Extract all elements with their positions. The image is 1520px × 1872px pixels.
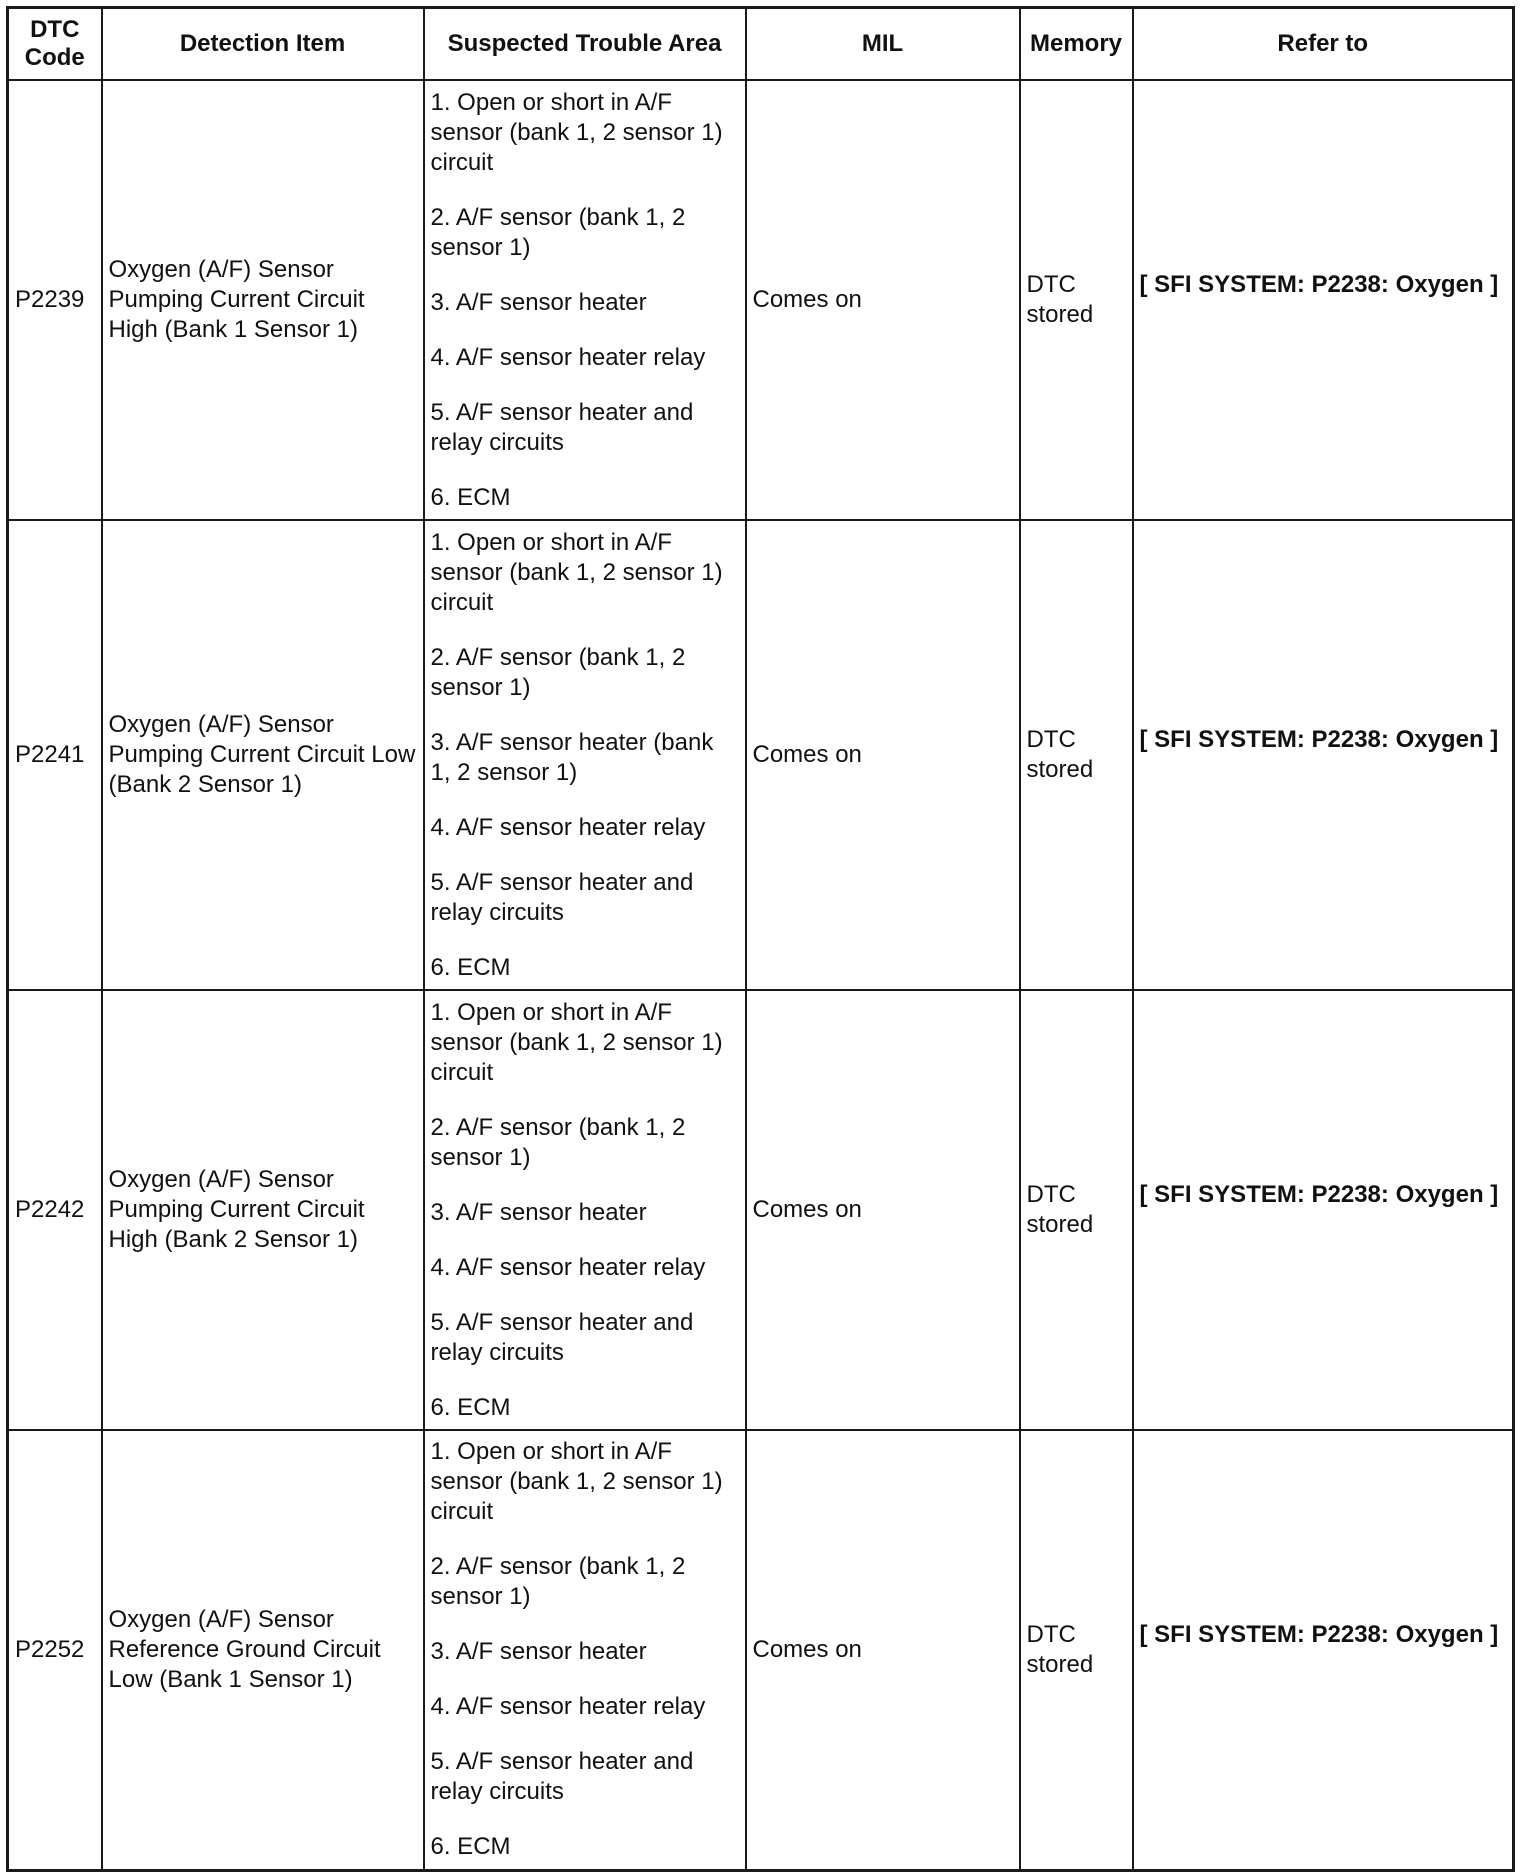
header-refer-to: Refer to bbox=[1133, 8, 1514, 81]
trouble-area-item: 5. A/F sensor heater and relay circuits bbox=[430, 1308, 694, 1366]
header-dtc-code: DTC Code bbox=[8, 8, 102, 81]
trouble-area-item: 2. A/F sensor (bank 1, 2 sensor 1) bbox=[430, 1113, 686, 1171]
trouble-area-item: 2. A/F sensor (bank 1, 2 sensor 1) bbox=[430, 1553, 686, 1611]
trouble-area-list bbox=[431, 1437, 739, 1862]
dtc-code-cell: P2242 bbox=[8, 990, 102, 1430]
trouble-area-item: 3. A/F sensor heater bbox=[430, 288, 647, 316]
table-row bbox=[8, 990, 1514, 1430]
trouble-area-item: 6. ECM bbox=[430, 483, 511, 511]
detection-item-cell: Oxygen (A/F) Sensor Pumping Current Circuit High (Bank 1 Sensor 1) bbox=[102, 80, 424, 520]
memory-cell: DTC stored bbox=[1020, 990, 1133, 1430]
trouble-area-list bbox=[431, 998, 739, 1423]
memory-cell: DTC stored bbox=[1020, 80, 1133, 520]
mil-cell: Comes on bbox=[746, 990, 1020, 1430]
detection-item-cell: Oxygen (A/F) Sensor Pumping Current Circuit Low (Bank 2 Sensor 1) bbox=[102, 520, 424, 990]
trouble-area-item: 5. A/F sensor heater and relay circuits bbox=[430, 398, 694, 456]
refer-to-cell bbox=[1133, 990, 1514, 1430]
trouble-area-item: 4. A/F sensor heater relay bbox=[430, 1253, 706, 1281]
dtc-code-cell: P2239 bbox=[8, 80, 102, 520]
trouble-area-item: 1. Open or short in A/F sensor (bank 1, 2 sensor 1) circuit bbox=[430, 88, 723, 176]
refer-to-cell bbox=[1133, 520, 1514, 990]
table-row bbox=[8, 80, 1514, 520]
trouble-area-item: 1. Open or short in A/F sensor (bank 1, 2 sensor 1) circuit bbox=[430, 528, 723, 616]
memory-cell: DTC stored bbox=[1020, 1430, 1133, 1870]
header-memory: Memory bbox=[1020, 8, 1133, 81]
trouble-area-item: 3. A/F sensor heater bbox=[430, 1638, 647, 1666]
suspected-trouble-area-cell bbox=[424, 520, 746, 990]
table-row bbox=[8, 1430, 1514, 1870]
refer-to-cell bbox=[1133, 1430, 1514, 1870]
trouble-area-item: 5. A/F sensor heater and relay circuits bbox=[430, 868, 694, 926]
refer-to-link[interactable]: [ SFI SYSTEM: P2238: Oxygen ] bbox=[1139, 271, 1499, 298]
suspected-trouble-area-cell bbox=[424, 990, 746, 1430]
trouble-area-item: 4. A/F sensor heater relay bbox=[430, 343, 706, 371]
mil-cell: Comes on bbox=[746, 1430, 1020, 1870]
refer-to-link[interactable]: [ SFI SYSTEM: P2238: Oxygen ] bbox=[1139, 1620, 1499, 1648]
dtc-table bbox=[6, 6, 1515, 1872]
suspected-trouble-area-cell bbox=[424, 1430, 746, 1870]
trouble-area-item: 6. ECM bbox=[430, 1833, 511, 1861]
trouble-area-list bbox=[431, 528, 739, 983]
detection-item-cell: Oxygen (A/F) Sensor Pumping Current Circuit High (Bank 2 Sensor 1) bbox=[102, 990, 424, 1430]
trouble-area-item: 3. A/F sensor heater bbox=[430, 1198, 647, 1226]
trouble-area-item: 2. A/F sensor (bank 1, 2 sensor 1) bbox=[430, 643, 686, 701]
header-detection-item: Detection Item bbox=[102, 8, 424, 81]
trouble-area-item: 2. A/F sensor (bank 1, 2 sensor 1) bbox=[430, 203, 686, 261]
trouble-area-item: 3. A/F sensor heater (bank 1, 2 sensor 1) bbox=[430, 728, 714, 786]
refer-to-link[interactable]: [ SFI SYSTEM: P2238: Oxygen ] bbox=[1139, 1181, 1499, 1208]
trouble-area-item: 1. Open or short in A/F sensor (bank 1, 2 sensor 1) circuit bbox=[430, 1438, 723, 1526]
suspected-trouble-area-cell bbox=[424, 80, 746, 520]
dtc-code-cell: P2252 bbox=[8, 1430, 102, 1870]
trouble-area-item: 6. ECM bbox=[430, 953, 511, 981]
mil-cell: Comes on bbox=[746, 520, 1020, 990]
table-row bbox=[8, 520, 1514, 990]
table-header-row bbox=[8, 8, 1514, 81]
refer-to-cell bbox=[1133, 80, 1514, 520]
mil-cell: Comes on bbox=[746, 80, 1020, 520]
detection-item-cell: Oxygen (A/F) Sensor Reference Ground Circuit Low (Bank 1 Sensor 1) bbox=[102, 1430, 424, 1870]
refer-to-link[interactable]: [ SFI SYSTEM: P2238: Oxygen ] bbox=[1139, 726, 1499, 753]
trouble-area-list bbox=[431, 88, 739, 513]
trouble-area-item: 4. A/F sensor heater relay bbox=[430, 813, 706, 841]
trouble-area-item: 6. ECM bbox=[430, 1393, 511, 1421]
dtc-code-cell: P2241 bbox=[8, 520, 102, 990]
memory-cell: DTC stored bbox=[1020, 520, 1133, 990]
header-suspected-trouble-area: Suspected Trouble Area bbox=[424, 8, 746, 81]
trouble-area-item: 1. Open or short in A/F sensor (bank 1, 2 sensor 1) circuit bbox=[430, 998, 723, 1086]
trouble-area-item: 5. A/F sensor heater and relay circuits bbox=[430, 1748, 694, 1806]
trouble-area-item: 4. A/F sensor heater relay bbox=[430, 1693, 706, 1721]
header-mil: MIL bbox=[746, 8, 1020, 81]
